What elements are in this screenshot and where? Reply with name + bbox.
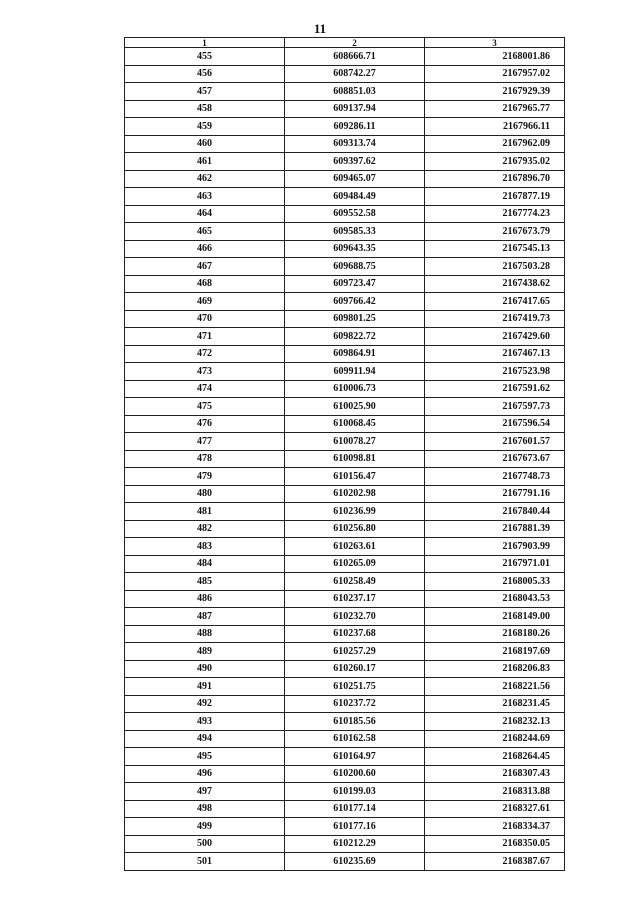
table-row bbox=[125, 345, 565, 363]
point-number-cell: 464 bbox=[125, 205, 285, 223]
table-row bbox=[125, 730, 565, 748]
y-coordinate-cell: 2167596.54 bbox=[425, 415, 565, 433]
point-number-cell: 459 bbox=[125, 118, 285, 136]
table-row bbox=[125, 450, 565, 468]
x-coordinate-cell: 609723.47 bbox=[285, 275, 425, 293]
table-row bbox=[125, 240, 565, 258]
y-coordinate-cell: 2167417.65 bbox=[425, 293, 565, 311]
y-coordinate-cell: 2167881.39 bbox=[425, 520, 565, 538]
table-row bbox=[125, 83, 565, 101]
x-coordinate-cell: 610237.17 bbox=[285, 590, 425, 608]
table-row bbox=[125, 118, 565, 136]
x-coordinate-cell: 610177.14 bbox=[285, 800, 425, 818]
y-coordinate-cell: 2167503.28 bbox=[425, 258, 565, 276]
x-coordinate-cell: 609552.58 bbox=[285, 205, 425, 223]
point-number-cell: 470 bbox=[125, 310, 285, 328]
y-coordinate-cell: 2168232.13 bbox=[425, 713, 565, 731]
point-number-cell: 478 bbox=[125, 450, 285, 468]
table-row bbox=[125, 328, 565, 346]
table-row bbox=[125, 100, 565, 118]
x-coordinate-cell: 609801.25 bbox=[285, 310, 425, 328]
x-coordinate-cell: 610212.29 bbox=[285, 835, 425, 853]
y-coordinate-cell: 2167597.73 bbox=[425, 398, 565, 416]
y-coordinate-cell: 2168180.26 bbox=[425, 625, 565, 643]
y-coordinate-cell: 2168244.69 bbox=[425, 730, 565, 748]
point-number-cell: 457 bbox=[125, 83, 285, 101]
y-coordinate-cell: 2167840.44 bbox=[425, 503, 565, 521]
point-number-cell: 499 bbox=[125, 818, 285, 836]
table-row bbox=[125, 765, 565, 783]
table-row bbox=[125, 468, 565, 486]
table-row bbox=[125, 65, 565, 83]
table-row bbox=[125, 695, 565, 713]
x-coordinate-cell: 609484.49 bbox=[285, 188, 425, 206]
x-coordinate-cell: 608666.71 bbox=[285, 48, 425, 66]
point-number-cell: 497 bbox=[125, 783, 285, 801]
x-coordinate-cell: 610202.98 bbox=[285, 485, 425, 503]
y-coordinate-cell: 2167748.73 bbox=[425, 468, 565, 486]
table-row bbox=[125, 363, 565, 381]
column-header-1: 1 bbox=[125, 38, 285, 48]
y-coordinate-cell: 2168005.33 bbox=[425, 573, 565, 591]
y-coordinate-cell: 2167467.13 bbox=[425, 345, 565, 363]
x-coordinate-cell: 609585.33 bbox=[285, 223, 425, 241]
point-number-cell: 500 bbox=[125, 835, 285, 853]
point-number-cell: 473 bbox=[125, 363, 285, 381]
x-coordinate-cell: 610257.29 bbox=[285, 643, 425, 661]
point-number-cell: 472 bbox=[125, 345, 285, 363]
point-number-cell: 495 bbox=[125, 748, 285, 766]
x-coordinate-cell: 610258.49 bbox=[285, 573, 425, 591]
table-row bbox=[125, 380, 565, 398]
point-number-cell: 484 bbox=[125, 555, 285, 573]
table-row bbox=[125, 170, 565, 188]
x-coordinate-cell: 609137.94 bbox=[285, 100, 425, 118]
table-row bbox=[125, 485, 565, 503]
y-coordinate-cell: 2167971.01 bbox=[425, 555, 565, 573]
x-coordinate-cell: 610251.75 bbox=[285, 678, 425, 696]
y-coordinate-cell: 2168149.00 bbox=[425, 608, 565, 626]
table-body bbox=[125, 48, 565, 871]
table-row bbox=[125, 258, 565, 276]
point-number-cell: 463 bbox=[125, 188, 285, 206]
point-number-cell: 471 bbox=[125, 328, 285, 346]
x-coordinate-cell: 609864.91 bbox=[285, 345, 425, 363]
point-number-cell: 479 bbox=[125, 468, 285, 486]
table-row bbox=[125, 713, 565, 731]
y-coordinate-cell: 2167523.98 bbox=[425, 363, 565, 381]
x-coordinate-cell: 610162.58 bbox=[285, 730, 425, 748]
y-coordinate-cell: 2167962.09 bbox=[425, 135, 565, 153]
table-row bbox=[125, 835, 565, 853]
point-number-cell: 493 bbox=[125, 713, 285, 731]
x-coordinate-cell: 610098.81 bbox=[285, 450, 425, 468]
table-row bbox=[125, 135, 565, 153]
y-coordinate-cell: 2168350.05 bbox=[425, 835, 565, 853]
table-row bbox=[125, 153, 565, 171]
x-coordinate-cell: 609911.94 bbox=[285, 363, 425, 381]
y-coordinate-cell: 2168334.37 bbox=[425, 818, 565, 836]
y-coordinate-cell: 2167774.23 bbox=[425, 205, 565, 223]
point-number-cell: 489 bbox=[125, 643, 285, 661]
x-coordinate-cell: 609822.72 bbox=[285, 328, 425, 346]
y-coordinate-cell: 2168206.83 bbox=[425, 660, 565, 678]
point-number-cell: 482 bbox=[125, 520, 285, 538]
y-coordinate-cell: 2167966.11 bbox=[425, 118, 565, 136]
y-coordinate-cell: 2168043.53 bbox=[425, 590, 565, 608]
y-coordinate-cell: 2168387.67 bbox=[425, 853, 565, 871]
table-row bbox=[125, 783, 565, 801]
x-coordinate-cell: 609643.35 bbox=[285, 240, 425, 258]
point-number-cell: 483 bbox=[125, 538, 285, 556]
column-header-2: 2 bbox=[285, 38, 425, 48]
point-number-cell: 480 bbox=[125, 485, 285, 503]
x-coordinate-cell: 609766.42 bbox=[285, 293, 425, 311]
x-coordinate-cell: 610177.16 bbox=[285, 818, 425, 836]
point-number-cell: 455 bbox=[125, 48, 285, 66]
y-coordinate-cell: 2167419.73 bbox=[425, 310, 565, 328]
y-coordinate-cell: 2168001.86 bbox=[425, 48, 565, 66]
y-coordinate-cell: 2167929.39 bbox=[425, 83, 565, 101]
page-number: 11 bbox=[313, 21, 327, 36]
table-row bbox=[125, 590, 565, 608]
y-coordinate-cell: 2168197.69 bbox=[425, 643, 565, 661]
table-row bbox=[125, 275, 565, 293]
point-number-cell: 492 bbox=[125, 695, 285, 713]
x-coordinate-cell: 610263.61 bbox=[285, 538, 425, 556]
table-row bbox=[125, 555, 565, 573]
y-coordinate-cell: 2168221.56 bbox=[425, 678, 565, 696]
y-coordinate-cell: 2167601.57 bbox=[425, 433, 565, 451]
table-row bbox=[125, 503, 565, 521]
y-coordinate-cell: 2167429.60 bbox=[425, 328, 565, 346]
x-coordinate-cell: 609688.75 bbox=[285, 258, 425, 276]
table-row bbox=[125, 310, 565, 328]
point-number-cell: 458 bbox=[125, 100, 285, 118]
x-coordinate-cell: 610199.03 bbox=[285, 783, 425, 801]
x-coordinate-cell: 610256.80 bbox=[285, 520, 425, 538]
x-coordinate-cell: 610068.45 bbox=[285, 415, 425, 433]
point-number-cell: 466 bbox=[125, 240, 285, 258]
table-row bbox=[125, 678, 565, 696]
y-coordinate-cell: 2167965.77 bbox=[425, 100, 565, 118]
table-row bbox=[125, 818, 565, 836]
point-number-cell: 501 bbox=[125, 853, 285, 871]
table-row bbox=[125, 853, 565, 871]
x-coordinate-cell: 609286.11 bbox=[285, 118, 425, 136]
x-coordinate-cell: 610237.68 bbox=[285, 625, 425, 643]
point-number-cell: 486 bbox=[125, 590, 285, 608]
x-coordinate-cell: 609397.62 bbox=[285, 153, 425, 171]
x-coordinate-cell: 610006.73 bbox=[285, 380, 425, 398]
table-row bbox=[125, 48, 565, 66]
table-row bbox=[125, 293, 565, 311]
point-number-cell: 490 bbox=[125, 660, 285, 678]
table-row bbox=[125, 800, 565, 818]
y-coordinate-cell: 2167673.67 bbox=[425, 450, 565, 468]
y-coordinate-cell: 2167957.02 bbox=[425, 65, 565, 83]
point-number-cell: 474 bbox=[125, 380, 285, 398]
x-coordinate-cell: 610232.70 bbox=[285, 608, 425, 626]
point-number-cell: 481 bbox=[125, 503, 285, 521]
y-coordinate-cell: 2168327.61 bbox=[425, 800, 565, 818]
point-number-cell: 494 bbox=[125, 730, 285, 748]
y-coordinate-cell: 2167791.16 bbox=[425, 485, 565, 503]
x-coordinate-cell: 610235.69 bbox=[285, 853, 425, 871]
point-number-cell: 467 bbox=[125, 258, 285, 276]
x-coordinate-cell: 610260.17 bbox=[285, 660, 425, 678]
x-coordinate-cell: 610237.72 bbox=[285, 695, 425, 713]
x-coordinate-cell: 610200.60 bbox=[285, 765, 425, 783]
table-row bbox=[125, 660, 565, 678]
y-coordinate-cell: 2168231.45 bbox=[425, 695, 565, 713]
coordinates-table bbox=[124, 37, 565, 871]
x-coordinate-cell: 610025.90 bbox=[285, 398, 425, 416]
y-coordinate-cell: 2167438.62 bbox=[425, 275, 565, 293]
point-number-cell: 461 bbox=[125, 153, 285, 171]
x-coordinate-cell: 610164.97 bbox=[285, 748, 425, 766]
y-coordinate-cell: 2168307.43 bbox=[425, 765, 565, 783]
point-number-cell: 475 bbox=[125, 398, 285, 416]
y-coordinate-cell: 2167896.70 bbox=[425, 170, 565, 188]
point-number-cell: 491 bbox=[125, 678, 285, 696]
y-coordinate-cell: 2168264.45 bbox=[425, 748, 565, 766]
table-header-row bbox=[125, 38, 565, 48]
table-row bbox=[125, 415, 565, 433]
table-row bbox=[125, 608, 565, 626]
table-row bbox=[125, 520, 565, 538]
x-coordinate-cell: 610265.09 bbox=[285, 555, 425, 573]
y-coordinate-cell: 2167591.62 bbox=[425, 380, 565, 398]
x-coordinate-cell: 610156.47 bbox=[285, 468, 425, 486]
y-coordinate-cell: 2167545.13 bbox=[425, 240, 565, 258]
y-coordinate-cell: 2168313.88 bbox=[425, 783, 565, 801]
table-row bbox=[125, 188, 565, 206]
point-number-cell: 469 bbox=[125, 293, 285, 311]
x-coordinate-cell: 610236.99 bbox=[285, 503, 425, 521]
point-number-cell: 468 bbox=[125, 275, 285, 293]
table-row bbox=[125, 625, 565, 643]
point-number-cell: 498 bbox=[125, 800, 285, 818]
x-coordinate-cell: 608742.27 bbox=[285, 65, 425, 83]
point-number-cell: 477 bbox=[125, 433, 285, 451]
y-coordinate-cell: 2167673.79 bbox=[425, 223, 565, 241]
x-coordinate-cell: 610185.56 bbox=[285, 713, 425, 731]
table-row bbox=[125, 433, 565, 451]
point-number-cell: 456 bbox=[125, 65, 285, 83]
column-header-3: 3 bbox=[425, 38, 565, 48]
x-coordinate-cell: 609465.07 bbox=[285, 170, 425, 188]
point-number-cell: 496 bbox=[125, 765, 285, 783]
y-coordinate-cell: 2167903.99 bbox=[425, 538, 565, 556]
point-number-cell: 462 bbox=[125, 170, 285, 188]
point-number-cell: 460 bbox=[125, 135, 285, 153]
x-coordinate-cell: 609313.74 bbox=[285, 135, 425, 153]
table-row bbox=[125, 643, 565, 661]
point-number-cell: 487 bbox=[125, 608, 285, 626]
point-number-cell: 476 bbox=[125, 415, 285, 433]
table-row bbox=[125, 748, 565, 766]
table-row bbox=[125, 205, 565, 223]
table-row bbox=[125, 223, 565, 241]
point-number-cell: 488 bbox=[125, 625, 285, 643]
table-row bbox=[125, 398, 565, 416]
table-row bbox=[125, 573, 565, 591]
point-number-cell: 485 bbox=[125, 573, 285, 591]
point-number-cell: 465 bbox=[125, 223, 285, 241]
table-row bbox=[125, 538, 565, 556]
y-coordinate-cell: 2167935.02 bbox=[425, 153, 565, 171]
x-coordinate-cell: 610078.27 bbox=[285, 433, 425, 451]
x-coordinate-cell: 608851.03 bbox=[285, 83, 425, 101]
y-coordinate-cell: 2167877.19 bbox=[425, 188, 565, 206]
